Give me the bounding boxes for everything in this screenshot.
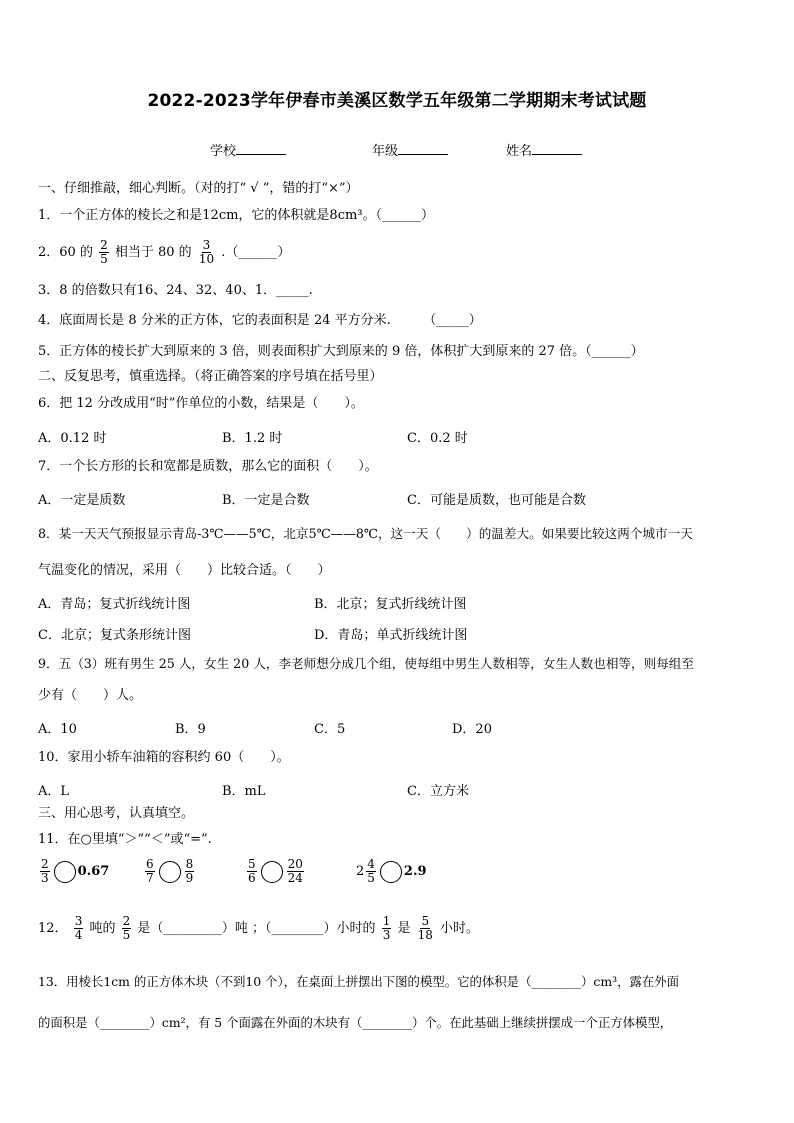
fraction: $\frac{20}{24}$ — [287, 857, 303, 885]
compare-circle[interactable] — [159, 861, 181, 883]
q7-option-a[interactable]: A．一定是质数 — [38, 493, 126, 508]
q11-comparison-2 — [143, 858, 196, 885]
q10-option-a[interactable]: A．L — [38, 784, 70, 799]
school-field[interactable] — [210, 140, 286, 159]
q8-option-b[interactable]: B．北京；复式折线统计图 — [314, 597, 467, 612]
question-7: 7．一个长方形的长和宽都是质数，那么它的面积（ ）。 — [38, 459, 378, 474]
q12-number: 12． — [38, 921, 68, 936]
fraction: $\frac{1}{3}$ — [382, 914, 391, 942]
grade-label: 年级 — [372, 144, 399, 159]
question-8-line-1: 8．某一天天气预报显示青岛-3℃——5℃，北京5℃——8℃，这一天（ ）的温差大。如果要比较这两个城市一天 — [38, 526, 693, 541]
q2-mid: 相当于 80 的 — [114, 245, 192, 260]
compare-circle[interactable] — [54, 861, 76, 883]
q6-option-c[interactable]: C．0.2 时 — [407, 431, 468, 446]
question-10: 10．家用小轿车油箱的容积约 60（ ）。 — [38, 750, 290, 765]
grade-blank[interactable] — [398, 142, 448, 155]
q9-option-d[interactable]: D．20 — [452, 722, 492, 737]
q11-value: 2.9 — [403, 864, 427, 879]
name-label: 姓名 — [506, 144, 533, 159]
fraction: $\frac{5}{18}$ — [417, 914, 433, 942]
section-1-heading: 一、仔细推敲，细心判断。（对的打“ √ ”，错的打“×”） — [38, 181, 359, 196]
fraction: $\frac{5}{6}$ — [248, 857, 256, 885]
q11-comparison-1 — [38, 858, 109, 885]
q12-text-2: 是（_________）吨 ；（________）小时的 — [137, 921, 376, 936]
q12-text-4: 小时。 — [440, 921, 480, 936]
fraction: $\frac{4}{5}$ — [367, 857, 375, 885]
q7-option-c[interactable]: C．可能是质数，也可能是合数 — [407, 493, 586, 508]
fraction: $\frac{2}{5}$ — [122, 914, 131, 942]
q8-option-d[interactable]: D．青岛；单式折线统计图 — [314, 628, 468, 643]
q8-option-c[interactable]: C．北京；复式条形统计图 — [38, 628, 191, 643]
q11-value: 0.67 — [77, 864, 110, 879]
section-2-heading: 二、反复思考，慎重选择。（将正确答案的序号填在括号里） — [38, 369, 383, 384]
question-12 — [38, 910, 479, 948]
q9-option-c[interactable]: C．5 — [314, 722, 346, 737]
fraction: $\frac{8}{9}$ — [185, 857, 194, 885]
q11-comparison-3 — [245, 858, 306, 885]
q12-text-3: 是 — [397, 921, 411, 936]
name-blank[interactable] — [532, 142, 582, 155]
question-6: 6．把 12 分改成用“时”作单位的小数，结果是（ ）。 — [38, 396, 364, 411]
question-5: 5．正方体的棱长扩大到原来的 3 倍，则表面积扩大到原来的 9 倍，体积扩大到原来的 27 倍。（______） — [38, 344, 644, 359]
page-title: 2022-2023学年伊春市美溪区数学五年级第二学期期末考试试题 — [147, 91, 647, 111]
q10-option-b[interactable]: B．mL — [222, 784, 266, 799]
question-3: 3．8 的倍数只有16、24、32、40、1．_____. — [38, 283, 313, 298]
q8-option-a[interactable]: A．青岛；复式折线统计图 — [38, 597, 191, 612]
fraction: $\frac{3}{10}$ — [198, 238, 215, 266]
q11-comparison-4 — [356, 858, 427, 885]
school-label: 学校 — [210, 144, 237, 159]
q6-option-b[interactable]: B．1.2 时 — [222, 431, 283, 446]
school-blank[interactable] — [236, 142, 286, 155]
question-9-line-2: 少有（ ）人。 — [38, 688, 143, 703]
question-11: 11．在○里填“＞”“＜”或“=”. — [38, 832, 212, 847]
q9-option-a[interactable]: A．10 — [38, 722, 77, 737]
q2-post: .（______） — [221, 245, 291, 260]
question-1: 1．一个正方体的棱长之和是12cm，它的体积就是8cm³。（______） — [38, 208, 435, 223]
q10-option-c[interactable]: C．立方米 — [407, 784, 469, 799]
question-13-line-1: 13．用棱长1cm 的正方体木块（不到10 个），在桌面上拼摆出下图的模型。它的体积是（________）cm³，露在外面 — [38, 974, 680, 989]
question-9-line-1: 9．五（3）班有男生 25 人，女生 20 人，李老师想分成几个组，使每组中男生人数相等，女生人数也相等，则每组至 — [38, 656, 694, 671]
q2-pre: 2．60 的 — [38, 245, 93, 260]
fraction: $\frac{2}{5}$ — [100, 238, 108, 266]
question-2 — [38, 234, 290, 272]
grade-field[interactable] — [372, 140, 448, 159]
question-8-line-2: 气温变化的情况，采用（ ）比较合适。（ ） — [38, 563, 331, 578]
mixed-whole: 2 — [356, 864, 365, 879]
fraction: $\frac{3}{4}$ — [74, 914, 83, 942]
q7-option-b[interactable]: B．一定是合数 — [222, 493, 310, 508]
fraction: $\frac{6}{7}$ — [146, 857, 154, 885]
q9-option-b[interactable]: B．9 — [175, 722, 206, 737]
q12-text-1: 吨的 — [89, 921, 116, 936]
compare-circle[interactable] — [261, 861, 283, 883]
name-field[interactable] — [506, 140, 582, 159]
question-13-line-2: 的面积是（________）cm²，有 5 个面露在外面的木块有（________）个。在此基础上继续拼摆成一个正方体模型， — [38, 1015, 673, 1030]
q6-option-a[interactable]: A．0.12 时 — [38, 431, 107, 446]
compare-circle[interactable] — [380, 861, 402, 883]
section-3-heading: 三、用心思考，认真填空。 — [38, 806, 195, 821]
fraction: $\frac{2}{3}$ — [41, 857, 49, 885]
question-4: 4．底面周长是 8 分米的正方体，它的表面积是 24 平方分米. （_____） — [38, 313, 482, 328]
